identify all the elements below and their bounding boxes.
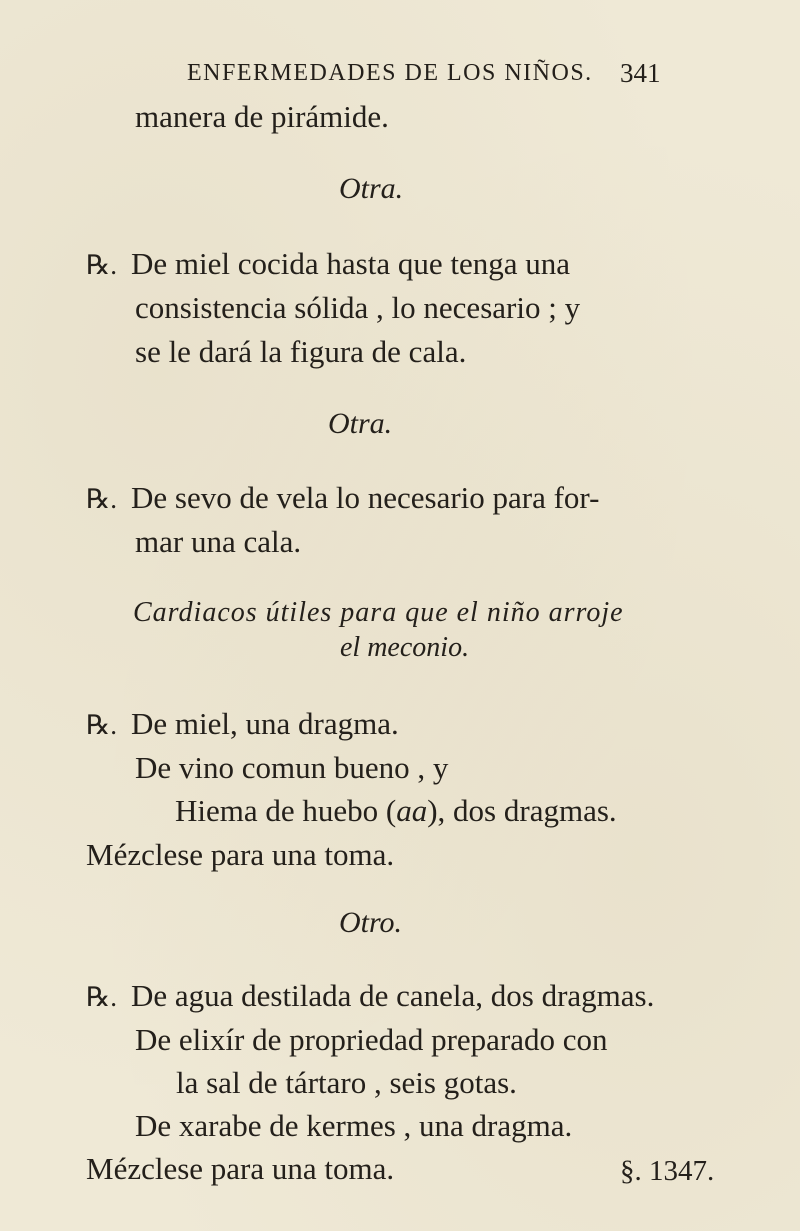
section-heading: el meconio. — [340, 632, 470, 663]
text-line: la sal de tártaro , seis gotas. — [176, 1065, 517, 1100]
text-line: consistencia sólida , lo necesario ; y — [135, 290, 581, 325]
section-heading: Cardiacos útiles para que el niño arroje — [133, 597, 624, 628]
text-line: De miel, una dragma. — [131, 706, 399, 741]
text-line: manera de pirámide. — [135, 99, 389, 134]
running-header — [187, 58, 661, 88]
text-line: De miel cocida hasta que tenga una — [131, 246, 570, 281]
text-line: mar una cala. — [135, 524, 302, 559]
recipe-symbol: ℞. — [86, 484, 117, 514]
recipe-symbol: ℞. — [86, 710, 117, 740]
recipe-symbol: ℞. — [86, 982, 117, 1012]
text-line: De xarabe de kermes , una dragma. — [135, 1108, 573, 1143]
text-line: Mézclese para una toma. — [86, 1151, 395, 1186]
catchword: §. 1347. — [620, 1155, 715, 1187]
section-heading: Otro. — [339, 906, 403, 939]
text-line: De sevo de vela lo necesario para for- — [131, 480, 600, 515]
text-line: se le dará la figura de cala. — [135, 334, 467, 369]
text-line: De vino comun bueno , y — [135, 750, 449, 785]
text-line: De elixír de propriedad preparado con — [135, 1022, 608, 1057]
section-heading: Otra. — [339, 172, 404, 205]
section-heading: Otra. — [328, 407, 393, 440]
text-line: Mézclese para una toma. — [86, 837, 395, 872]
recipe-symbol: ℞. — [86, 250, 117, 280]
text-line: De agua destilada de canela, dos dragmas. — [131, 978, 655, 1013]
page-number: 341 — [620, 58, 661, 88]
running-title: ENFERMEDADES DE LOS NIÑOS. — [187, 60, 593, 86]
text-line: Hiema de huebo (aa), dos dragmas. — [175, 793, 617, 828]
